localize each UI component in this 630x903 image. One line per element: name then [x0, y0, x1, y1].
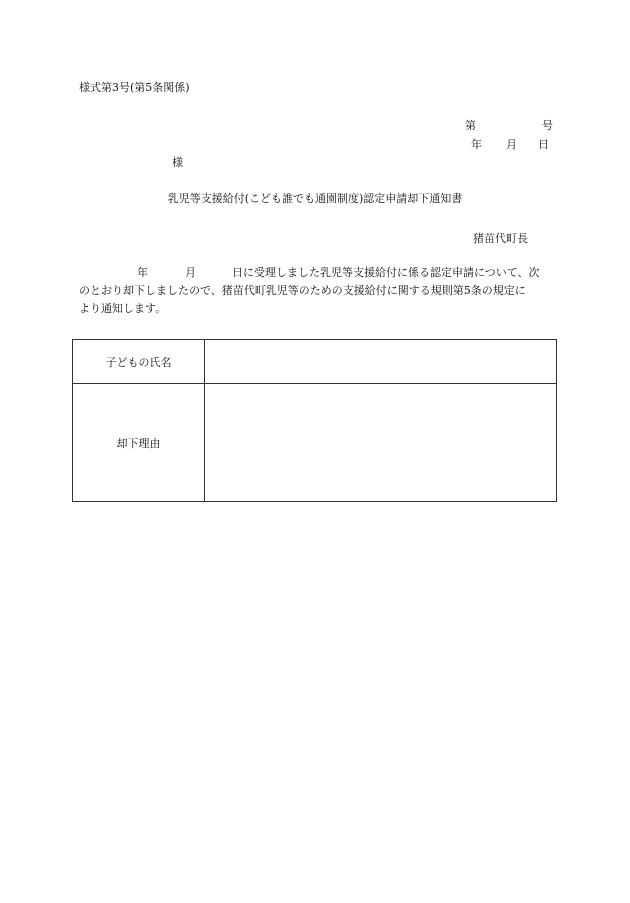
child-name-label: 子どもの氏名: [73, 340, 205, 384]
body-month: 月: [185, 266, 196, 279]
table-row: [73, 384, 557, 502]
body-line-2: のとおり却下しましたので、猪苗代町乳児等のための支援給付に関する規則第5条の規定に: [79, 284, 526, 297]
date-day: 日: [538, 138, 549, 151]
issue-date: [471, 138, 549, 152]
reason-value: [205, 384, 557, 502]
date-month: 月: [506, 138, 517, 151]
addressee: 様: [172, 156, 183, 169]
details-table: [72, 339, 557, 502]
form-number: 様式第3号(第5条関係): [79, 81, 190, 94]
document-number: [465, 119, 553, 133]
child-name-value: [205, 340, 557, 384]
date-year: 年: [471, 138, 482, 151]
body-line-1: [79, 264, 559, 282]
number-suffix: 号: [542, 119, 553, 132]
body-year: 年: [137, 266, 148, 279]
body-line-1-rest: 日に受理しました乳児等支援給付に係る認定申請について、次: [232, 266, 540, 279]
table-row: [73, 340, 557, 384]
issuer: 猪苗代町長: [473, 232, 528, 245]
body-line-3: より通知します。: [79, 302, 167, 315]
body-text: [79, 264, 559, 318]
reason-label: 却下理由: [73, 384, 205, 502]
number-prefix: 第: [465, 119, 476, 132]
document-title: 乳児等支援給付(こども誰でも通園制度)認定申請却下通知書: [167, 192, 463, 205]
